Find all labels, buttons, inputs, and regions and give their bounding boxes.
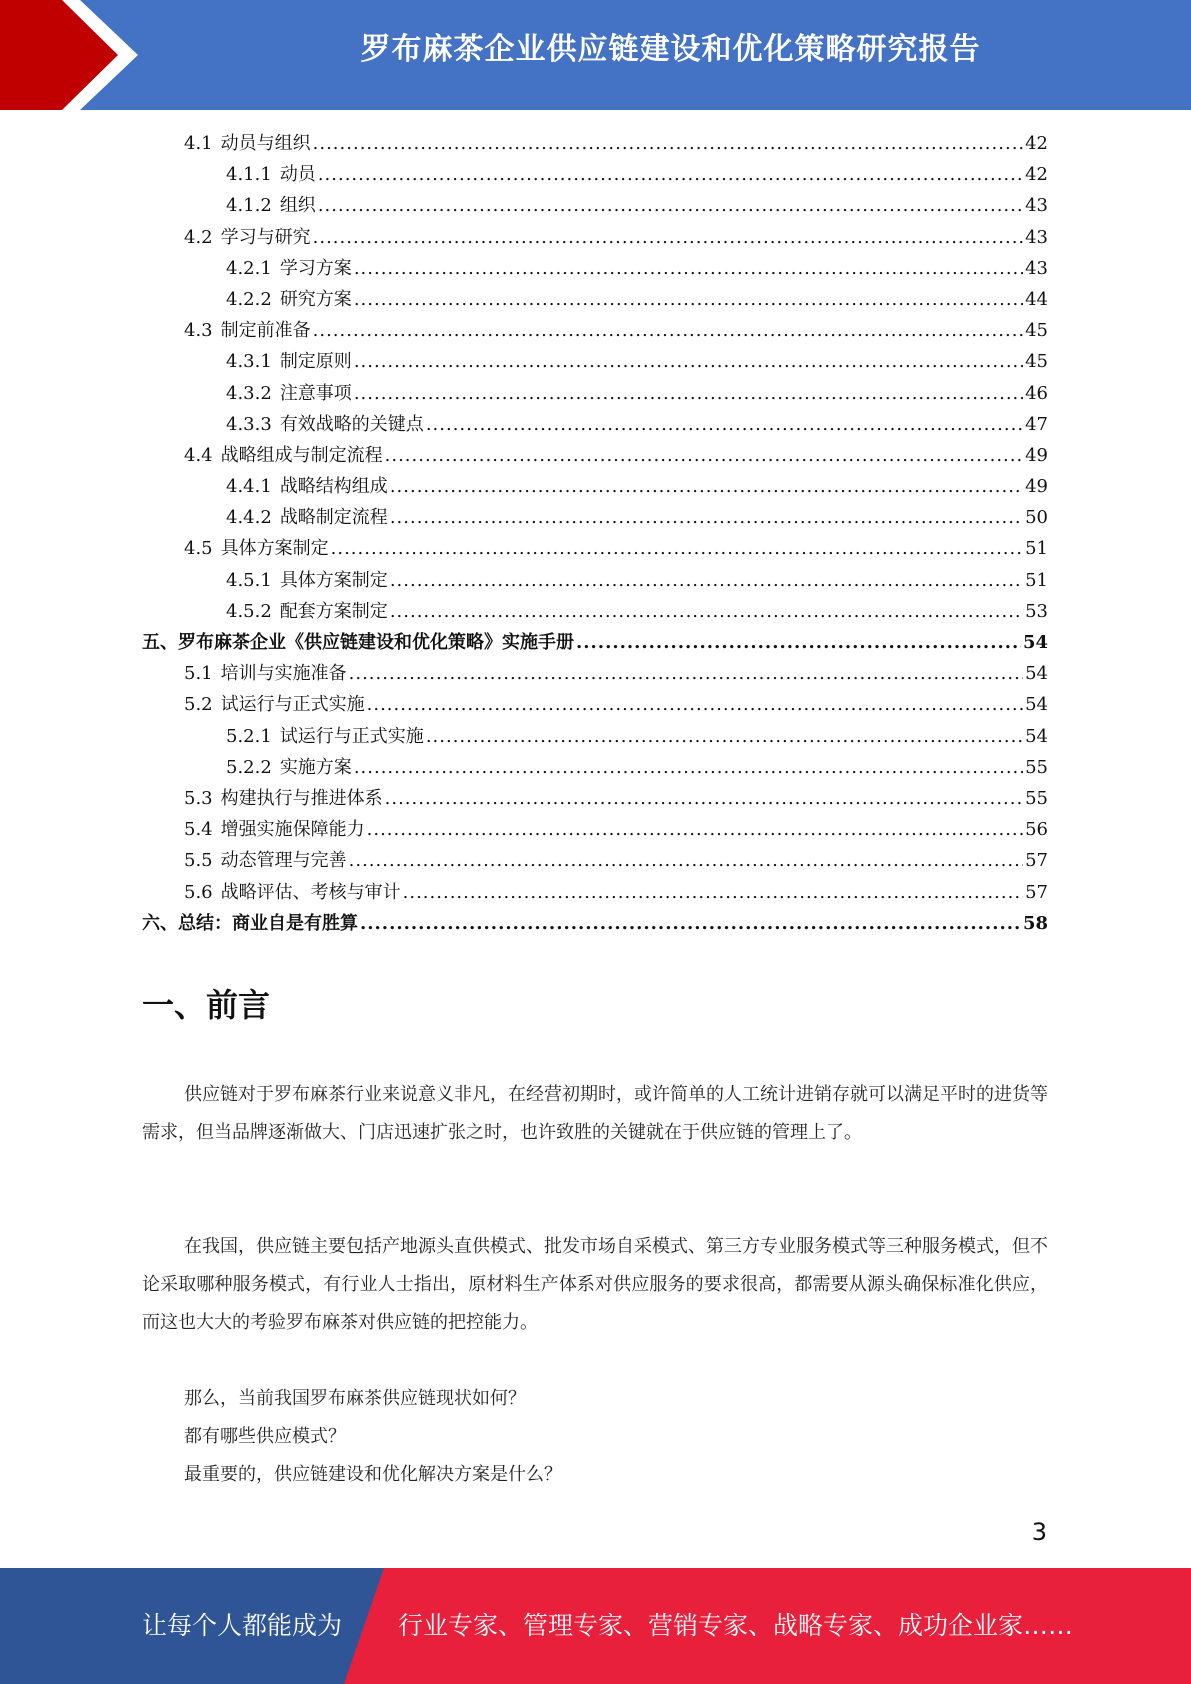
toc-entry[interactable]: [142, 689, 1048, 720]
header-title: 罗布麻茶企业供应链建设和优化策略研究报告: [360, 32, 981, 67]
toc-dot-leader: [426, 721, 1023, 752]
body-paragraph: 供应链对于罗布麻茶行业来说意义非凡，在经营初期时，或许简单的人工统计进销存就可以满足平时的进货等需求，但当品牌逐渐做大、门店迅速扩张之时，也许致胜的关键就在于供应链的管理上了。: [142, 1084, 1048, 1143]
question-item: 最重要的，供应链建设和优化解决方案是什么？: [184, 1464, 562, 1485]
toc-entry-title: 构建执行与推进体系: [220, 787, 383, 809]
header-arrow-decoration: [0, 0, 160, 110]
question-list: [142, 1380, 1048, 1494]
toc-entry-number: 5.2.2: [226, 756, 272, 778]
toc-entry[interactable]: [142, 440, 1048, 471]
toc-entry-number: 4.2.2: [226, 288, 272, 310]
toc-dot-leader: [576, 627, 1021, 658]
toc-entry-page: 42: [1025, 133, 1048, 154]
footer-slogan-left: 让每个人都能成为: [142, 1611, 343, 1640]
toc-entry-title: 动态管理与完善: [220, 850, 347, 872]
toc-entry-page: 53: [1025, 600, 1048, 622]
toc-entry-title: 学习方案: [279, 257, 352, 279]
toc-entry-title: 学习与研究: [220, 226, 311, 248]
toc-entry-number: 4.3.3: [226, 413, 272, 435]
toc-entry-page: 55: [1025, 787, 1048, 809]
toc-entry-number: 5.4: [184, 819, 213, 841]
page-number: 3: [1031, 1518, 1047, 1546]
toc-entry-page: 43: [1025, 257, 1048, 279]
toc-entry[interactable]: [142, 284, 1048, 315]
toc-entry-number: 4.5.1: [226, 569, 272, 591]
toc-entry[interactable]: [142, 627, 1048, 658]
toc-entry-page: 57: [1025, 881, 1048, 903]
toc-entry-number: 4.4.1: [226, 476, 272, 498]
toc-entry-title: 有效战略的关键点: [279, 413, 424, 435]
toc-entry-number: 4.1.1: [226, 164, 272, 186]
toc-dot-leader: [385, 440, 1023, 471]
toc-entry[interactable]: [142, 908, 1048, 939]
toc-entry-number: 4.3.2: [226, 382, 272, 404]
toc-entry-title: 试运行与正式实施: [279, 725, 424, 747]
body-paragraph: 在我国，供应链主要包括产地源头直供模式、批发市场自采模式、第三方专业服务模式等三种服务模式，但不论采取哪种服务模式，有行业人士指出，原材料生产体系对供应服务的要求很高，都需要从源头确保标准化供应，而这也大大的考验罗布麻茶对供应链的把控能力。: [142, 1236, 1048, 1333]
toc-dot-leader: [318, 159, 1023, 190]
toc-entry[interactable]: [142, 783, 1048, 814]
toc-entry-title: 动员: [279, 164, 316, 186]
toc-entry-title: 战略评估、考核与审计: [220, 881, 401, 903]
toc-entry[interactable]: [142, 128, 1048, 159]
toc-dot-leader: [390, 471, 1023, 502]
toc-entry-number: 4.1.2: [226, 195, 272, 217]
toc-entry[interactable]: [142, 814, 1048, 845]
toc-dot-leader: [349, 658, 1023, 689]
toc-entry-number: 4.5.2: [226, 600, 272, 622]
question-item: 那么，当前我国罗布麻茶供应链现状如何？: [184, 1388, 526, 1409]
toc-entry[interactable]: [142, 721, 1048, 752]
page-header: [0, 0, 1191, 110]
toc-entry[interactable]: [142, 222, 1048, 253]
table-of-contents: [142, 128, 1048, 939]
toc-entry-title: 战略制定流程: [279, 507, 388, 529]
toc-entry-title: 制定原则: [279, 351, 352, 373]
toc-entry-page: 49: [1025, 444, 1048, 466]
toc-entry-page: 51: [1025, 538, 1048, 560]
toc-dot-leader: [331, 533, 1023, 564]
toc-dot-leader: [354, 253, 1023, 284]
toc-entry[interactable]: [142, 565, 1048, 596]
toc-entry-page: 54: [1022, 632, 1048, 653]
toc-entry[interactable]: [142, 378, 1048, 409]
toc-dot-leader: [385, 783, 1023, 814]
toc-entry[interactable]: [142, 159, 1048, 190]
toc-entry-number: 4.1: [184, 133, 213, 154]
question-item: 都有哪些供应模式？: [184, 1426, 346, 1447]
toc-entry[interactable]: [142, 409, 1048, 440]
toc-entry-title: 战略组成与制定流程: [220, 444, 383, 466]
toc-entry[interactable]: [142, 315, 1048, 346]
toc-dot-leader: [313, 128, 1023, 159]
toc-entry[interactable]: [142, 845, 1048, 876]
toc-dot-leader: [354, 378, 1023, 409]
toc-entry-page: 58: [1022, 912, 1048, 934]
toc-entry-title: 试运行与正式实施: [220, 694, 365, 716]
toc-entry-title: 组织: [279, 195, 316, 217]
toc-entry[interactable]: [142, 752, 1048, 783]
toc-entry[interactable]: [142, 190, 1048, 221]
toc-entry[interactable]: [142, 253, 1048, 284]
toc-entry-page: 57: [1025, 850, 1048, 872]
toc-entry-number: 4.2: [184, 226, 213, 248]
toc-entry-number: 5.1: [184, 663, 213, 685]
toc-entry-title: 培训与实施准备: [220, 663, 347, 685]
toc-entry-page: 49: [1025, 476, 1048, 498]
toc-entry-page: 55: [1025, 756, 1048, 778]
toc-entry-number: 4.4: [184, 444, 213, 466]
toc-entry[interactable]: [142, 471, 1048, 502]
toc-entry-title: 动员与组织: [220, 133, 311, 154]
toc-dot-leader: [313, 222, 1023, 253]
toc-dot-leader: [426, 409, 1023, 440]
footer-slogan-right: 行业专家、管理专家、营销专家、战略专家、成功企业家……: [398, 1611, 1074, 1640]
toc-entry-page: 45: [1025, 320, 1048, 342]
toc-dot-leader: [313, 315, 1023, 346]
toc-entry-title: 六、总结：商业自是有胜算: [142, 912, 358, 934]
toc-dot-leader: [390, 596, 1023, 627]
toc-entry[interactable]: [142, 596, 1048, 627]
toc-dot-leader: [403, 877, 1023, 908]
toc-entry-title: 战略结构组成: [279, 476, 388, 498]
toc-entry-page: 44: [1025, 288, 1048, 310]
toc-entry-page: 56: [1025, 819, 1048, 841]
toc-entry-page: 42: [1025, 164, 1048, 186]
toc-entry-number: 5.3: [184, 787, 213, 809]
toc-entry-title: 具体方案制定: [220, 538, 329, 560]
toc-dot-leader: [367, 814, 1023, 845]
toc-dot-leader: [349, 845, 1023, 876]
toc-entry-number: 5.2: [184, 694, 213, 716]
toc-entry[interactable]: [142, 533, 1048, 564]
toc-entry-number: 5.5: [184, 850, 213, 872]
toc-dot-leader: [354, 752, 1023, 783]
toc-entry-page: 54: [1025, 694, 1048, 716]
toc-entry-title: 配套方案制定: [279, 600, 388, 622]
toc-entry-title: 注意事项: [279, 382, 352, 404]
toc-entry-title: 研究方案: [279, 288, 352, 310]
toc-entry-page: 54: [1025, 663, 1048, 685]
toc-entry-number: 5.6: [184, 881, 213, 903]
toc-entry-page: 50: [1025, 507, 1048, 529]
toc-entry-title: 具体方案制定: [279, 569, 388, 591]
toc-dot-leader: [390, 565, 1023, 596]
toc-entry-title: 增强实施保障能力: [220, 819, 365, 841]
page-footer: [0, 1568, 1191, 1684]
section-heading: 一、前言: [142, 986, 271, 1024]
toc-entry-number: 5.2.1: [226, 725, 272, 747]
toc-entry-page: 45: [1025, 351, 1048, 373]
toc-entry-title: 制定前准备: [220, 320, 311, 342]
toc-entry-page: 47: [1025, 413, 1048, 435]
toc-entry-number: 4.2.1: [226, 257, 272, 279]
toc-entry-page: 51: [1025, 569, 1048, 591]
toc-entry-title: 五、罗布麻茶企业《供应链建设和优化策略》实施手册: [142, 632, 574, 653]
toc-entry-page: 43: [1025, 195, 1048, 217]
toc-dot-leader: [318, 190, 1023, 221]
toc-entry-number: 4.5: [184, 538, 213, 560]
toc-entry[interactable]: [142, 658, 1048, 689]
toc-entry[interactable]: [142, 346, 1048, 377]
toc-entry-title: 实施方案: [279, 756, 352, 778]
toc-entry-page: 54: [1025, 725, 1048, 747]
toc-entry-page: 46: [1025, 382, 1048, 404]
toc-entry[interactable]: [142, 877, 1048, 908]
toc-entry[interactable]: [142, 502, 1048, 533]
toc-entry-number: 4.3.1: [226, 351, 272, 373]
toc-entry-number: 4.4.2: [226, 507, 272, 529]
toc-dot-leader: [360, 908, 1021, 939]
toc-dot-leader: [354, 284, 1023, 315]
toc-dot-leader: [367, 689, 1023, 720]
toc-entry-number: 4.3: [184, 320, 213, 342]
toc-dot-leader: [354, 346, 1023, 377]
toc-entry-page: 43: [1025, 226, 1048, 248]
toc-dot-leader: [390, 502, 1023, 533]
